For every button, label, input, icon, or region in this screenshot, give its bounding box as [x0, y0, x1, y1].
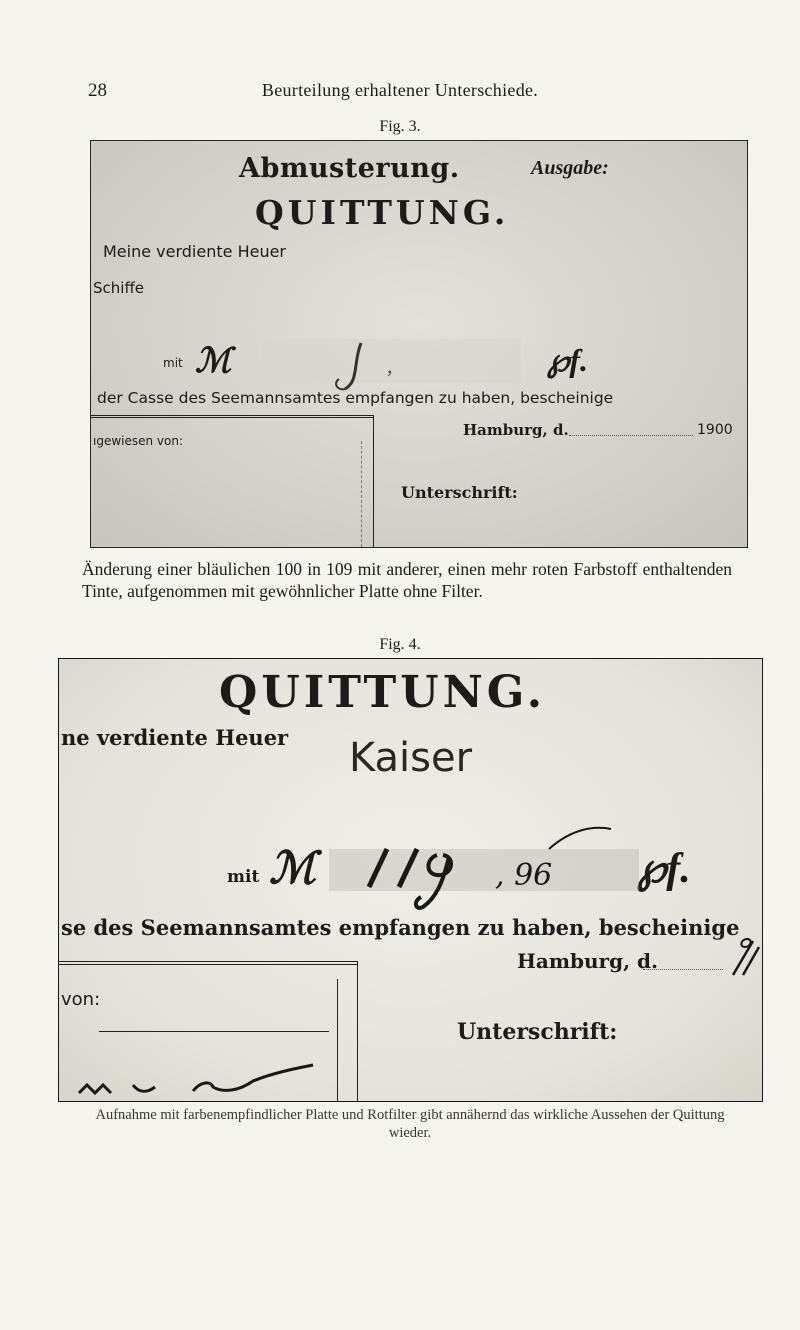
- page-number: 28: [88, 80, 107, 101]
- fig4-date-dots: [643, 969, 723, 970]
- fig3-smudged-amount: [241, 333, 541, 393]
- fig3-date-dots: [569, 435, 693, 436]
- fig4-unterschrift: Unterschrift:: [457, 1019, 618, 1045]
- fig3-year: 1900: [697, 422, 733, 438]
- fig4-kaiser: Kaiser: [349, 735, 473, 781]
- fig4-handwritten-date: [723, 935, 763, 979]
- fig3-unterschrift: Unterschrift:: [401, 483, 518, 502]
- fig3-mark-symbol: ℳ: [195, 343, 232, 380]
- svg-text:, 96: , 96: [495, 858, 553, 893]
- running-head: Beurteilung erhaltener Unterschiede.: [261, 80, 539, 100]
- fig3-box-divider: [373, 415, 374, 547]
- fig3-quittung: QUITTUNG.: [255, 193, 510, 232]
- fig4-rule: [59, 961, 357, 962]
- fig4-quittung: QUITTUNG.: [219, 667, 547, 718]
- fig4-mit: mit: [227, 867, 260, 887]
- fig4-signature-rule: [99, 1031, 329, 1032]
- fig4-hamburg: Hamburg, d.: [517, 949, 658, 973]
- fig3-title: Abmusterung.: [239, 153, 460, 184]
- figure-3-photo: [90, 140, 748, 548]
- fig3-gewiesen: ıgewiesen von:: [93, 434, 184, 448]
- fig3-casse-line: der Casse des Seemannsamtes empfangen zu haben, bescheinige: [97, 389, 614, 407]
- fig4-box-divider-inner: [337, 979, 338, 1101]
- fig3-box-divider-inner: [361, 441, 362, 547]
- fig4-rule-double: [59, 964, 357, 965]
- fig3-mit: mit: [163, 356, 183, 370]
- figure-3-caption: Änderung einer bläulichen 100 in 109 mit anderer, einen mehr roten Farbstoff enthaltenden Tinte, aufgenommen mit gewöhnlicher Platte ohne Filter.: [82, 559, 732, 601]
- fig3-rule: [91, 415, 373, 416]
- fig4-handwritten-amount: [329, 825, 639, 915]
- svg-text:,: ,: [387, 353, 393, 378]
- figure-4-photo: [58, 658, 763, 1102]
- figure-3-label: Fig. 3.: [379, 118, 421, 135]
- fig3-pf-symbol: ℘f.: [547, 342, 588, 378]
- fig4-mark-symbol: ℳ: [269, 844, 317, 893]
- fig4-bottom-signature-scrawl: [73, 1063, 333, 1099]
- fig3-ausgabe: Ausgabe:: [531, 157, 609, 179]
- fig4-von: von:: [61, 989, 101, 1010]
- figure-4-label: Fig. 4.: [379, 636, 421, 653]
- figure-4-caption: Aufnahme mit farbenempfindlicher Platte und Rotfilter gibt annähernd das wirkliche Aussehen der Quittung wieder.: [95, 1107, 725, 1141]
- fig4-casse-line: se des Seemannsamtes empfangen zu haben, bescheinige: [61, 915, 740, 940]
- fig3-verdiente-heuer: Meine verdiente Heuer: [103, 242, 286, 261]
- fig4-verdiente-heuer: ne verdiente Heuer: [61, 725, 289, 750]
- fig4-box-divider: [357, 961, 358, 1101]
- fig3-hamburg: Hamburg, d.: [463, 421, 569, 439]
- fig3-schiffe: Schiffe: [93, 279, 145, 297]
- fig3-rule-double: [91, 417, 373, 418]
- fig4-pf-symbol: ℘f.: [637, 846, 691, 892]
